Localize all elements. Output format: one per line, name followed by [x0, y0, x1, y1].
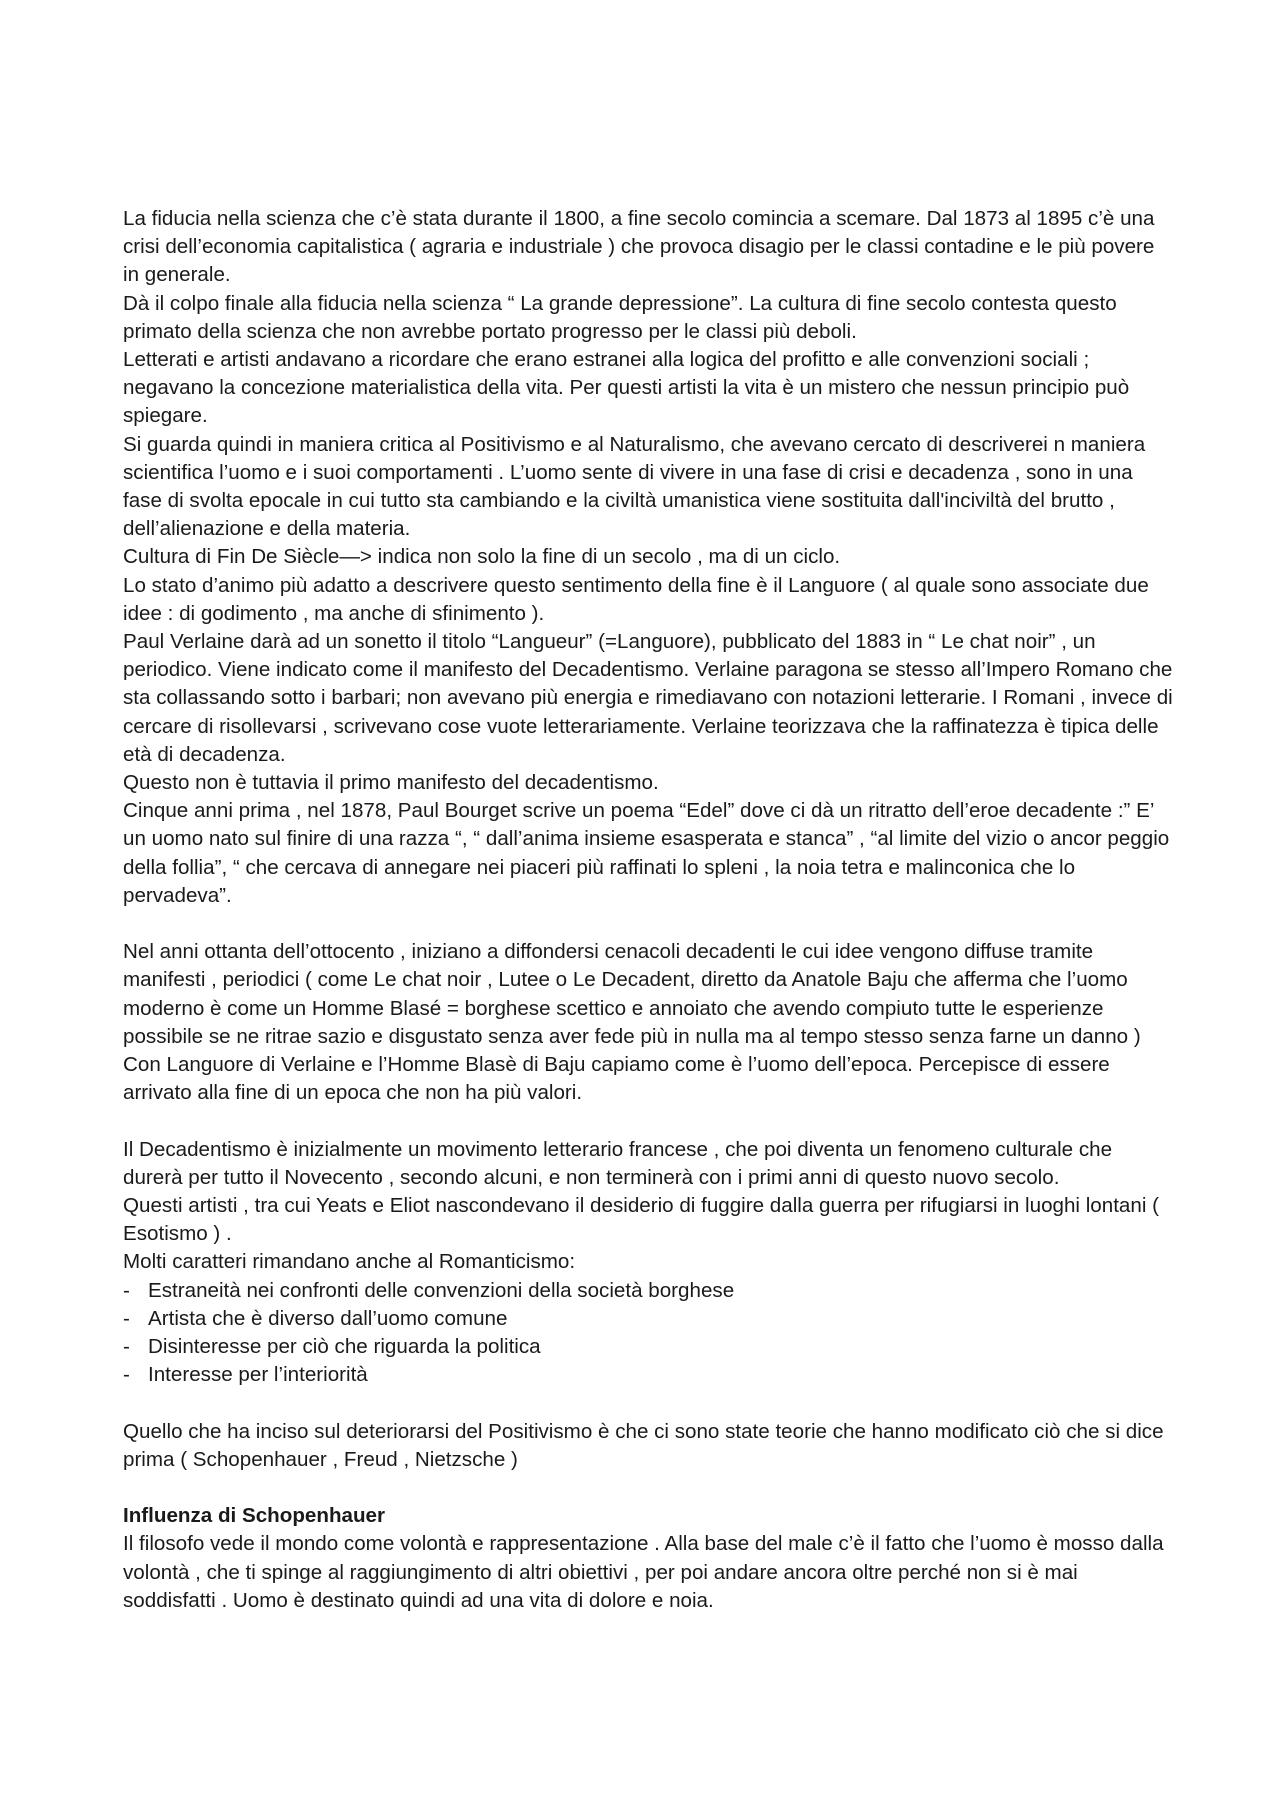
paragraph: La fiducia nella scienza che c’è stata durante il 1800, a fine secolo comincia a scemare. Dal 1873 al 1895 c’è una crisi dell’economia capitalistica ( agraria e industriale ) che provoca disagio per le classi contadine e le più povere in generale. — [123, 207, 1155, 287]
spacer — [123, 1107, 1173, 1135]
list-item — [123, 1277, 1173, 1305]
romanticism-traits-list — [123, 1277, 1173, 1390]
list-item-text: Estraneità nei confronti delle convenzioni della società borghese — [148, 1278, 735, 1302]
paragraph: Paul Verlaine darà ad un sonetto il titolo “Langueur” (=Languore), pubblicato del 1883 in “ Le chat noir” , un periodico. Viene indicato come il manifesto del Decadentismo. Verlaine paragona se stesso all’Impero Romano che sta collassando sotto i barbari; non avevano più energia e rimediavano con notazioni letterarie. I Romani , invece di cercare di risollevarsi , scrivevano cose vuote letterariamente. Verlaine teorizzava che la raffinatezza è tipica delle età di decadenza. — [123, 630, 1173, 766]
list-dash: - — [123, 1335, 130, 1359]
list-item-text: Interesse per l’interiorità — [148, 1363, 368, 1387]
list-item — [123, 1305, 1173, 1333]
paragraph: Lo stato d’animo più adatto a descrivere questo sentimento della fine è il Languore ( al quale sono associate due idee : di godimento , ma anche di sfinimento ). — [123, 573, 1149, 625]
section-decadentismo — [123, 1136, 1173, 1390]
list-item-text: Artista che è diverso dall’uomo comune — [148, 1306, 508, 1330]
paragraph: Questi artisti , tra cui Yeats e Eliot nascondevano il desiderio di fuggire dalla guerra per rifugiarsi in luoghi lontani ( Esotismo ) . — [123, 1194, 1159, 1246]
spacer — [123, 1474, 1173, 1502]
paragraph: Dà il colpo finale alla fiducia nella scienza “ La grande depressione”. La cultura di fine secolo contesta questo primato della scienza che non avrebbe portato progresso per le classi più deboli. — [123, 291, 1117, 343]
list-item — [123, 1361, 1173, 1389]
section-intro — [123, 205, 1173, 910]
paragraph: Cinque anni prima , nel 1878, Paul Bourget scrive un poema “Edel” dove ci dà un ritratto dell’eroe decadente :” E’ un uomo nato sul finire di una razza “, “ dall’anima insieme esasperata e stanca” , “al limite del vizio o ancor peggio della follia”, “ che cercava di annegare nei piaceri più raffinati lo spleni , la noia tetra e malinconica che lo pervadeva”. — [123, 799, 1170, 907]
paragraph: Letterati e artisti andavano a ricordare che erano estranei alla logica del profitto e alle convenzioni sociali ; negavano la concezione materialistica della vita. Per questi artisti la vita è un mistero che nessun principio può spiegare. — [123, 348, 1130, 428]
paragraph: Quello che ha inciso sul deteriorarsi del Positivismo è che ci sono state teorie che hanno modificato ciò che si dice prima ( Schopenhauer , Freud , Nietzsche ) — [123, 1419, 1164, 1471]
section-cenacoli — [123, 938, 1173, 1107]
list-dash: - — [123, 1306, 130, 1330]
section-heading: Influenza di Schopenhauer — [123, 1504, 386, 1528]
paragraph: Il Decadentismo è inizialmente un movimento letterario francese , che poi diventa un fenomeno culturale che durerà per tutto il Novecento , secondo alcuni, e non terminerà con i primi anni di questo nuovo secolo. — [123, 1137, 1113, 1189]
spacer — [123, 1390, 1173, 1418]
paragraph: Il filosofo vede il mondo come volontà e rappresentazione . Alla base del male c’è il fatto che l’uomo è mosso dalla volontà , che ti spinge al raggiungimento di altri obiettivi , per poi andare ancora oltre perché non si è mai soddisfatti . Uomo è destinato quindi ad una vita di dolore e noia. — [123, 1532, 1164, 1612]
list-item-text: Disinteresse per ciò che riguarda la politica — [148, 1335, 541, 1359]
list-item — [123, 1333, 1173, 1361]
paragraph: Questo non è tuttavia il primo manifesto del decadentismo. — [123, 771, 659, 795]
list-dash: - — [123, 1363, 130, 1387]
document-page — [123, 205, 1173, 1615]
paragraph: Molti caratteri rimandano anche al Romanticismo: — [123, 1250, 576, 1274]
spacer — [123, 910, 1173, 938]
paragraph: Cultura di Fin De Siècle—> indica non solo la fine di un secolo , ma di un ciclo. — [123, 545, 841, 569]
list-dash: - — [123, 1278, 130, 1302]
paragraph: Si guarda quindi in maniera critica al Positivismo e al Naturalismo, che avevano cercato di descriverei n maniera scientifica l’uomo e i suoi comportamenti . L’uomo sente di vivere in una fase di crisi e decadenza , sono in una fase di svolta epocale in cui tutto sta cambiando e la civiltà umanistica viene sostituita dall'inciviltà del brutto , dell’alienazione e della materia. — [123, 432, 1146, 541]
paragraph: Con Languore di Verlaine e l’Homme Blasè di Baju capiamo come è l’uomo dell’epoca. Percepisce di essere arrivato alla fine di un epoca che non ha più valori. — [123, 1053, 1110, 1105]
paragraph: Nel anni ottanta dell’ottocento , iniziano a diffondersi cenacoli decadenti le cui idee vengono diffuse tramite manifesti , periodici ( come Le chat noir , Lutee o Le Decadent, diretto da Anatole Baju che afferma che l’uomo moderno è come un Homme Blasé = borghese scettico e annoiato che avendo compiuto tutte le esperienze possibile se ne ritrae sazio e disgustato senza aver fede più in nulla ma al tempo stesso senza farne un danno ) — [123, 940, 1141, 1048]
